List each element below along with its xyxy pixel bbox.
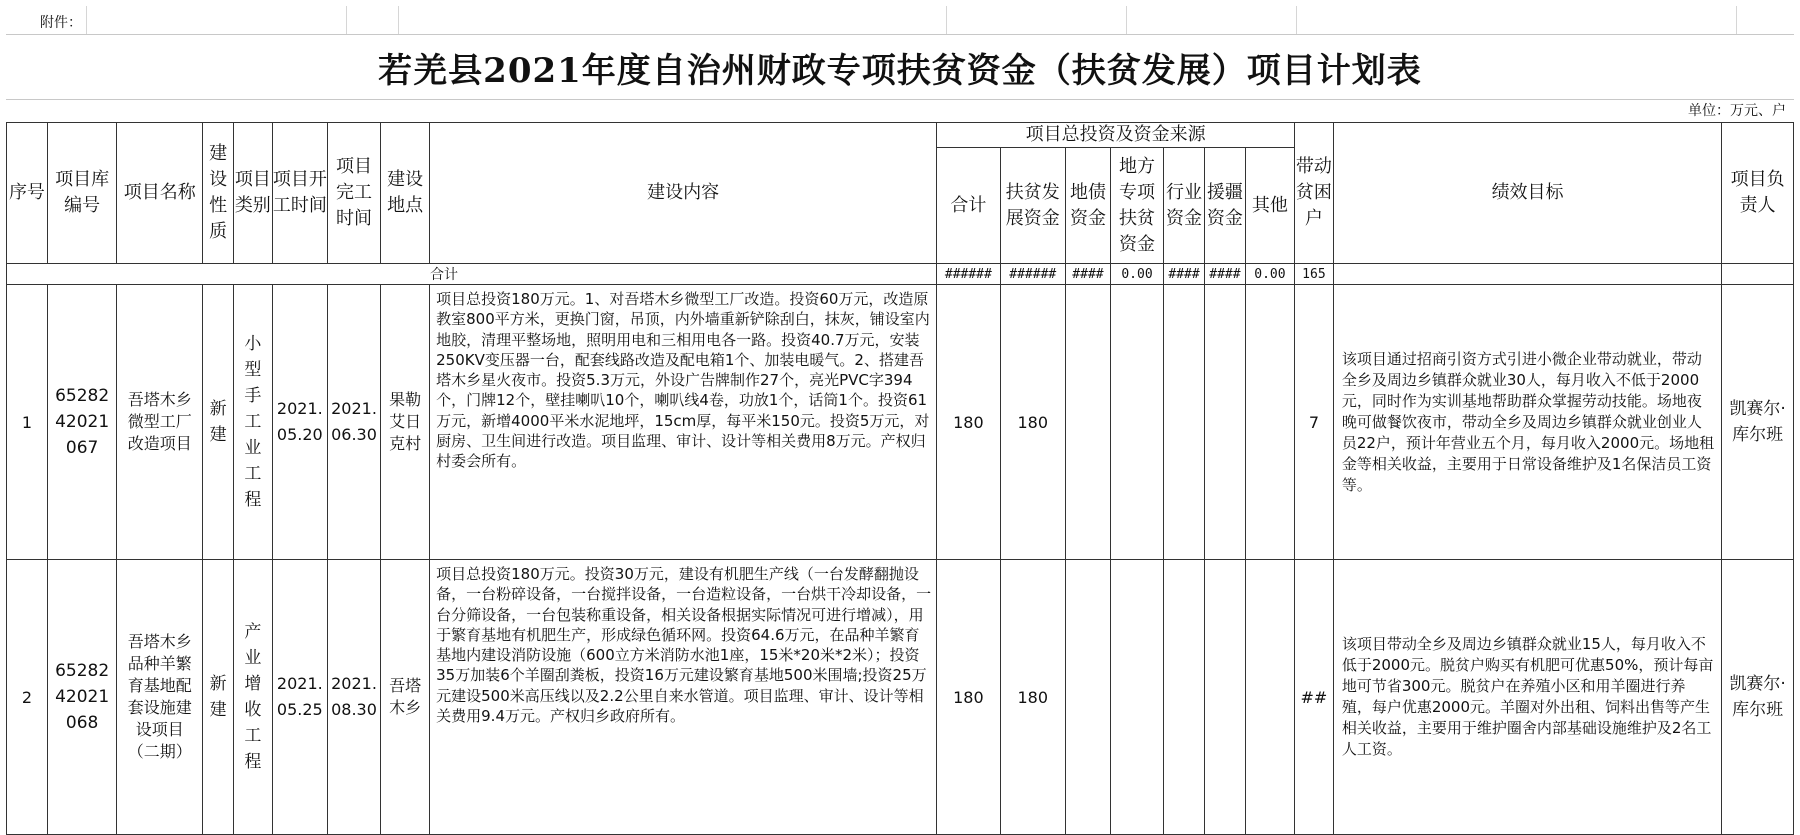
total-label-text: 合计 [430,267,458,283]
cell-aid-xinjiang [1204,560,1245,835]
cell-content: 项目总投资180万元。投资30万元，建设有机肥生产线（一台发酵翻抛设备，一台粉碎设备，一台搅拌设备，一台造粒设备，一台烘干冷却设备，一台分筛设备，一台包装称重设备，相关设备根据实际情况可进行增减），用于繁育基地有机肥生产，形成绿色循环网。投资64.6万元，在品种羊繁育基地内建设消防设施（600立方米消防水池1座，15米*20米*2米）；投资35万加装6个羊圈刮粪板，投资16万元建设繁育基地500米围墙;投资25万元建设500米高压线以及2.2公里自来水管道。项目监理、审计、设计等相关费用9.4万元。产权归乡政府所有。 [430,560,937,835]
cell-code: 6528242021068 [47,560,117,835]
col-other: 其他 [1245,148,1294,264]
cell-end: 2021.06.30 [327,285,380,560]
total-empty [1333,264,1721,285]
col-content: 建设内容 [430,123,937,264]
grid-line [1296,6,1297,34]
spreadsheet [6,6,1794,835]
cell-nature: 新建 [203,560,234,835]
col-seq: 序号 [7,123,48,264]
unit-label: 单位：万元、户 [1688,103,1786,119]
cell-seq: 1 [7,285,48,560]
grid-line [946,6,947,34]
cell-performance: 该项目带动全乡及周边乡镇群众就业15人，每月收入不低于2000元。脱贫户购买有机肥可优惠50%，预计每亩地可节省300元。脱贫户在养殖小区和用羊圈进行养殖，每户优惠2000元。羊圈对外出租、饲料出售等产生相关收益，主要用于维护圈舍内部基础设施维护及2名工人工资。 [1333,560,1721,835]
cell-nature: 新建 [203,285,234,560]
project-table [6,122,1794,835]
cell-other [1245,285,1294,560]
header-row-1 [7,123,1794,148]
total-row [7,264,1794,285]
col-poverty-fund: 扶贫发展资金 [1000,148,1065,264]
cell-content: 项目总投资180万元。1、对吾塔木乡微型工厂改造。投资60万元，改造原教室800平方米，更换门窗，吊顶，内外墙重新铲除刮白，抹灰，铺设室内地胶，清理平整场地，照明用电和三相用电各一路。投资40.7万元，安装250KV变压器一台，配套线路改造及配电箱1个、加装电暖气。2、搭建吾塔木乡星火夜市。投资5.3万元，外设广告牌制作27个，亮光PVC字394个，门牌12个，壁挂喇叭10个，喇叭线4卷，功放1个，话筒1个。投资61万元，新增4000平米水泥地坪，15cm厚，每平米150元。投资5万元，对厨房、卫生间进行改造。项目监理、审计、设计等相关费用8万元。产权归村委会所有。 [430,285,937,560]
cell-industry [1164,285,1205,560]
grid-line [86,6,87,34]
total-empty [1722,264,1794,285]
cell-leader: 凯赛尔·库尔班 [1722,285,1794,560]
col-total: 合计 [937,148,1000,264]
cell-total: 180 [937,285,1000,560]
cell-households: 7 [1295,285,1334,560]
total-poverty-fund: ###### [1000,264,1065,285]
cell-name: 吾塔木乡品种羊繁育基地配套设施建设项目（二期） [117,560,203,835]
cell-industry [1164,560,1205,835]
cell-total: 180 [937,560,1000,835]
col-industry: 行业资金 [1164,148,1205,264]
cell-seq: 2 [7,560,48,835]
cell-start: 2021.05.20 [272,285,327,560]
col-aid-xinjiang: 援疆资金 [1204,148,1245,264]
col-start: 项目开工时间 [272,123,327,264]
cell-location: 吾塔木乡 [381,560,430,835]
cell-poverty-fund: 180 [1000,560,1065,835]
attachment-row [6,6,1794,35]
col-local-special: 地方专项扶贫资金 [1110,148,1163,264]
cell-category: 小型手工业工程 [233,285,272,560]
total-total: ###### [937,264,1000,285]
col-name: 项目名称 [117,123,203,264]
cell-start: 2021.05.25 [272,560,327,835]
cell-households: ## [1295,560,1334,835]
col-leader: 项目负责人 [1722,123,1794,264]
cell-local-bond [1065,560,1110,835]
grid-line [1126,6,1127,34]
col-category: 项目类别 [233,123,272,264]
cell-local-bond [1065,285,1110,560]
total-households: 165 [1295,264,1334,285]
cell-performance: 该项目通过招商引资方式引进小微企业带动就业，带动全乡及周边乡镇群众就业30人，每月收入不低于2000元，同时作为实训基地帮助群众掌握劳动技能。场地夜晚可做餐饮夜市，带动全乡及周边乡镇群众就业创业人员22户，预计年营业五个月，每月收入2000元。场地租金等相关收益，主要用于日常设备维护及1名保洁员工资等。 [1333,285,1721,560]
cell-leader: 凯赛尔·库尔班 [1722,560,1794,835]
col-local-bond: 地债资金 [1065,148,1110,264]
grid-line [398,6,399,34]
cell-code: 6528242021067 [47,285,117,560]
cell-aid-xinjiang [1204,285,1245,560]
cell-location: 果勒艾日克村 [381,285,430,560]
cell-end: 2021.08.30 [327,560,380,835]
total-aid-xinjiang: #### [1204,264,1245,285]
attachment-label: 附件： [40,15,82,31]
cell-category: 产业增收工程 [233,560,272,835]
total-local-bond: #### [1065,264,1110,285]
grid-line [1736,6,1737,34]
total-industry: #### [1164,264,1205,285]
cell-name: 吾塔木乡微型工厂改造项目 [117,285,203,560]
page-title: 若羌县2021年度自治州财政专项扶贫资金（扶贫发展）项目计划表 [6,35,1794,100]
col-performance: 绩效目标 [1333,123,1721,264]
cell-local-special [1110,560,1163,835]
cell-local-special [1110,285,1163,560]
grid-line [346,6,347,34]
table-row [7,560,1794,835]
total-label [7,264,937,285]
cell-other [1245,560,1294,835]
cell-poverty-fund: 180 [1000,285,1065,560]
total-local-special: 0.00 [1110,264,1163,285]
col-location: 建设地点 [381,123,430,264]
total-other: 0.00 [1245,264,1294,285]
col-households: 带动贫困户 [1295,123,1334,264]
table-row [7,285,1794,560]
col-end: 项目完工时间 [327,123,380,264]
col-code: 项目库编号 [47,123,117,264]
col-nature: 建设性质 [203,123,234,264]
col-investment-group: 项目总投资及资金来源 [937,123,1295,148]
